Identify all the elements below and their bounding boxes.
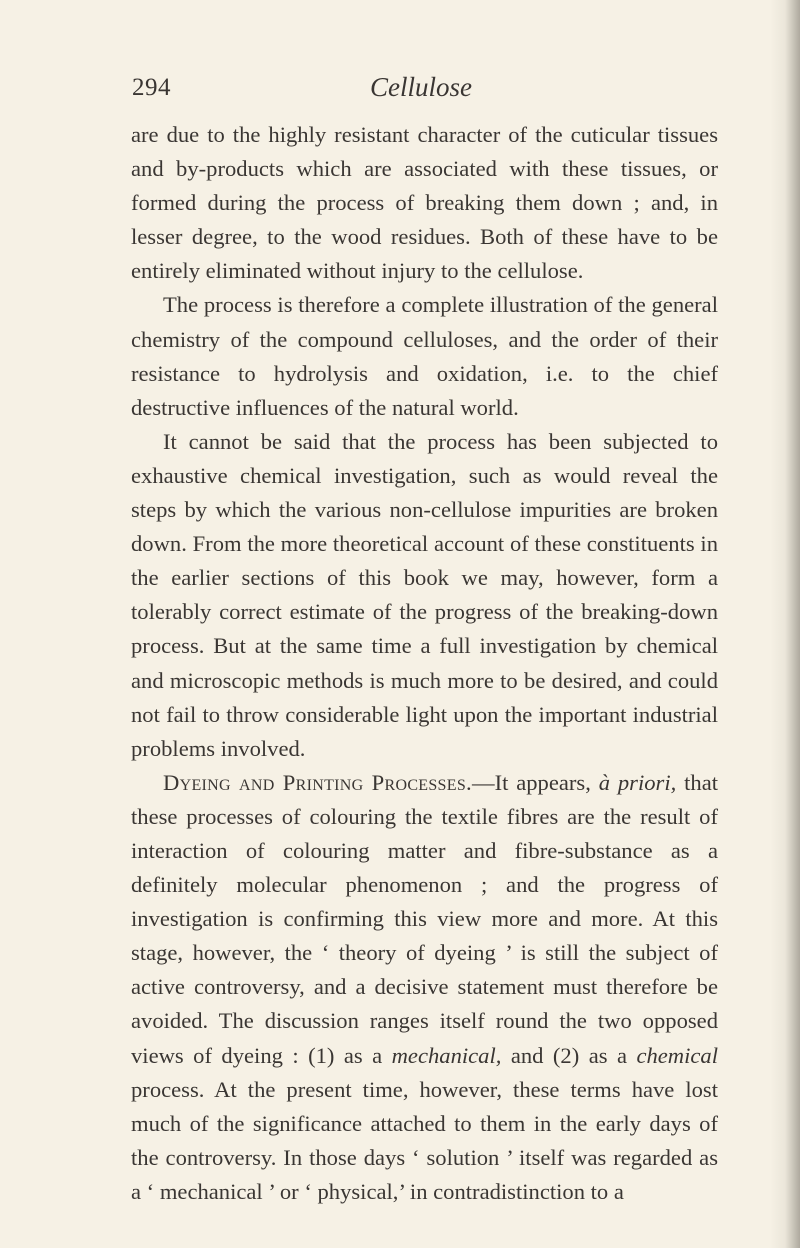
section-heading: Dyeing and Printing Processes. xyxy=(163,769,472,795)
italic-mechanical: mechanical, xyxy=(391,1042,502,1068)
paragraph-text: that these processes of colouring the textile fibres are the result of interaction of colouring matter and fibre-substance as a definitely molecular phenomenon ; and the progress of investigation is confirming this view more and more. At this stage, however, the ‘ theory of dyeing ’ is still the subject of active controversy, and a decisive statement must therefore be avoided. The discussion ranges itself round the two opposed views of dyeing : (1) as a xyxy=(131,769,718,1068)
page-header xyxy=(0,74,800,110)
paragraph: The process is therefore a complete illustration of the general chemistry of the compound celluloses, and the order of their resistance to hydrolysis and oxidation, i.e. to the chief destructive influences of the natural world. xyxy=(131,292,718,420)
paragraph: It cannot be said that the process has been subjected to exhaustive chemical investigation, such as would reveal the steps by which the various non-cellulose impurities are broken down. From the more theoretical account of these constituents in the earlier sections of this book we may, however, form a tolerably correct estimate of the progress of the breaking-down process. But at the same time a full investigation by chemical and microscopic methods is much more to be desired, and could not fail to throw considerable light upon the important industrial problems involved. xyxy=(131,428,718,761)
page-number: 294 xyxy=(132,74,171,101)
italic-chemical: chemical xyxy=(636,1042,718,1068)
paragraph-dyeing xyxy=(131,766,718,1209)
paragraph-continuation: are due to the highly resistant character of the cuticular tissues and by-products which are associated with these tissues, or formed during the process of breaking them down ; and, in lesser degree, to the wood residues. Both of these have to be entirely eliminated without injury to the cellulose. xyxy=(131,122,718,284)
paragraph-lead: —It appears, xyxy=(471,769,591,795)
paragraph-text: process. At the present time, however, these terms have lost much of the significance attached to them in the early days of the controversy. In those days ‘ solution ’ itself was regarded as a ‘ mechanical ’ or ‘ physical,’ in contradistinction to a xyxy=(131,1076,718,1204)
italic-phrase: à priori, xyxy=(598,769,677,795)
running-head: Cellulose xyxy=(370,72,472,102)
paragraph-text: and (2) as a xyxy=(501,1042,637,1068)
body-text xyxy=(131,118,718,1209)
